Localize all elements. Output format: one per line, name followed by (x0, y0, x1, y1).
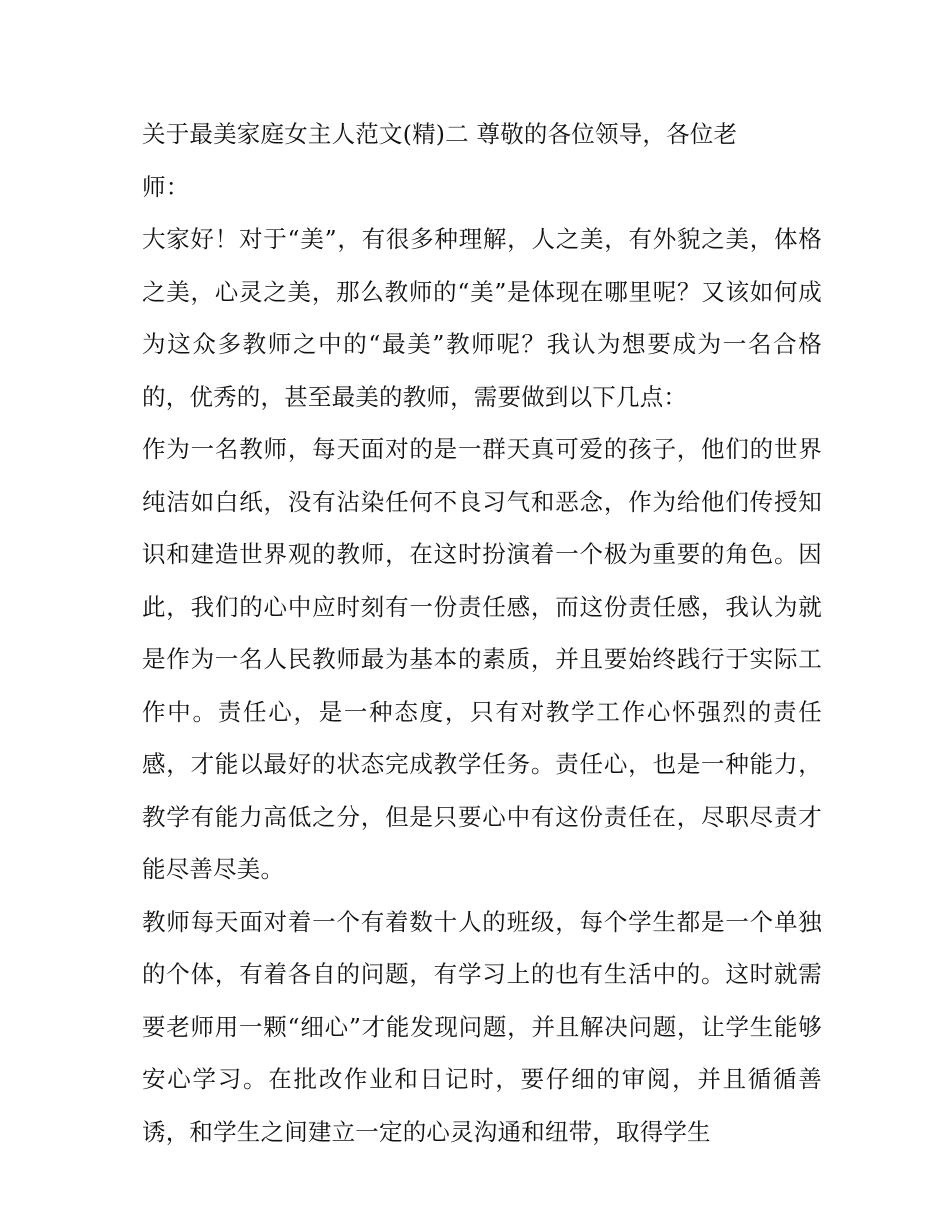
body-paragraph: 大家好！对于“美”，有很多种理解，人之美，有外貌之美，体格之美，心灵之美，那么教师的“美”是体现在哪里呢？又该如何成为这众多教师之中的“最美”教师呢？我认为想要成为一名合格的，优秀的，甚至最美的教师，需要做到以下几点： (142, 225, 822, 411)
body-paragraph: 教师每天面对着一个有着数十人的班级，每个学生都是一个单独的个体，有着各自的问题，有学习上的也有生活中的。这时就需要老师用一颗“细心”才能发现问题，并且解决问题，让学生能够安心学习。在批改作业和日记时，要仔细的审阅，并且循循善诱，和学生之间建立一定的心灵沟通和纽带，取得学生 (142, 907, 822, 1146)
title-paragraph: 关于最美家庭女主人范文(精)二 尊敬的各位领导，各位老师： (142, 120, 738, 201)
body-paragraph: 作为一名教师，每天面对的是一群天真可爱的孩子，他们的世界纯洁如白纸，没有沾染任何不良习气和恶念，作为给他们传授知识和建造世界观的教师，在这时扮演着一个极为重要的角色。因此，我们的心中应时刻有一份责任感，而这份责任感，我认为就是作为一名人民教师最为基本的素质，并且要始终践行于实际工作中。责任心，是一种态度，只有对教学工作心怀强烈的责任感，才能以最好的状态完成教学任务。责任心，也是一种能力，教学有能力高低之分，但是只要心中有这份责任在，尽职尽责才能尽善尽美。 (142, 435, 822, 883)
document-body (142, 108, 822, 1158)
